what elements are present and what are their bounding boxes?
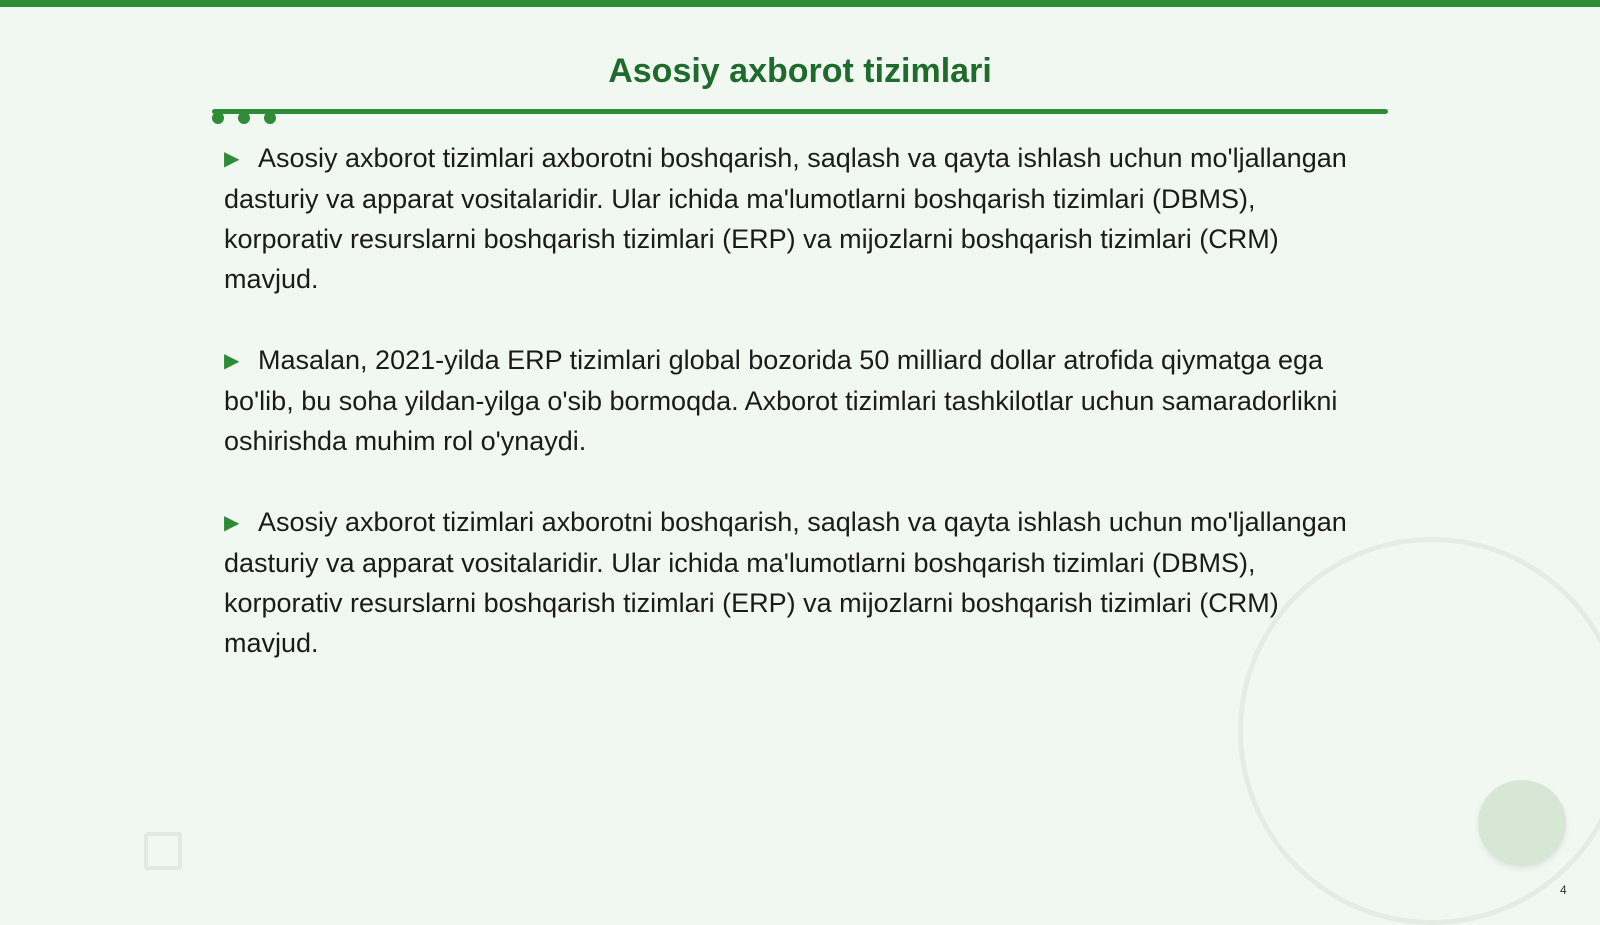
bullet-arrow-icon: ▶ — [224, 350, 240, 372]
decorative-circle — [1478, 780, 1566, 866]
bullet-item — [224, 138, 1374, 299]
bullet-item — [224, 340, 1374, 461]
underline-dot — [238, 112, 250, 124]
bullet-text: Masalan, 2021-yilda ERP tizimlari global bozorida 50 milliard dollar atrofida qiymatga ega bo'lib, bu soha yildan-yilga o'sib bormoqda. Axborot tizimlari tashkilotlar uchun samaradorlikni oshirishda muhim rol o'ynaydi. — [224, 345, 1338, 456]
bullet-item — [224, 502, 1374, 663]
slide-title: Asosiy axborot tizimlari — [608, 52, 992, 90]
title-underline — [212, 109, 1388, 114]
underline-dot — [264, 112, 276, 124]
page-number: 4 — [1560, 883, 1567, 897]
bullet-list — [224, 138, 1374, 704]
decorative-square — [144, 832, 182, 870]
underline-dot — [212, 112, 224, 124]
bullet-text: Asosiy axborot tizimlari axborotni boshqarish, saqlash va qayta ishlash uchun mo'ljallangan dasturiy va apparat vositalaridir. Ular ichida ma'lumotlarni boshqarish tizimlari (DBMS), korporativ resurslarni boshqarish tizimlari (ERP) va mijozlarni boshqarish tizimlari (CRM) mavjud. — [224, 143, 1347, 294]
bullet-text: Asosiy axborot tizimlari axborotni boshqarish, saqlash va qayta ishlash uchun mo'ljallangan dasturiy va apparat vositalaridir. Ular ichida ma'lumotlarni boshqarish tizimlari (DBMS), korporativ resurslarni boshqarish tizimlari (ERP) va mijozlarni boshqarish tizimlari (CRM) mavjud. — [224, 507, 1347, 658]
decorative-ring — [1238, 537, 1600, 925]
bullet-arrow-icon: ▶ — [224, 512, 240, 534]
top-accent-bar — [0, 0, 1600, 7]
bullet-arrow-icon: ▶ — [224, 148, 240, 170]
